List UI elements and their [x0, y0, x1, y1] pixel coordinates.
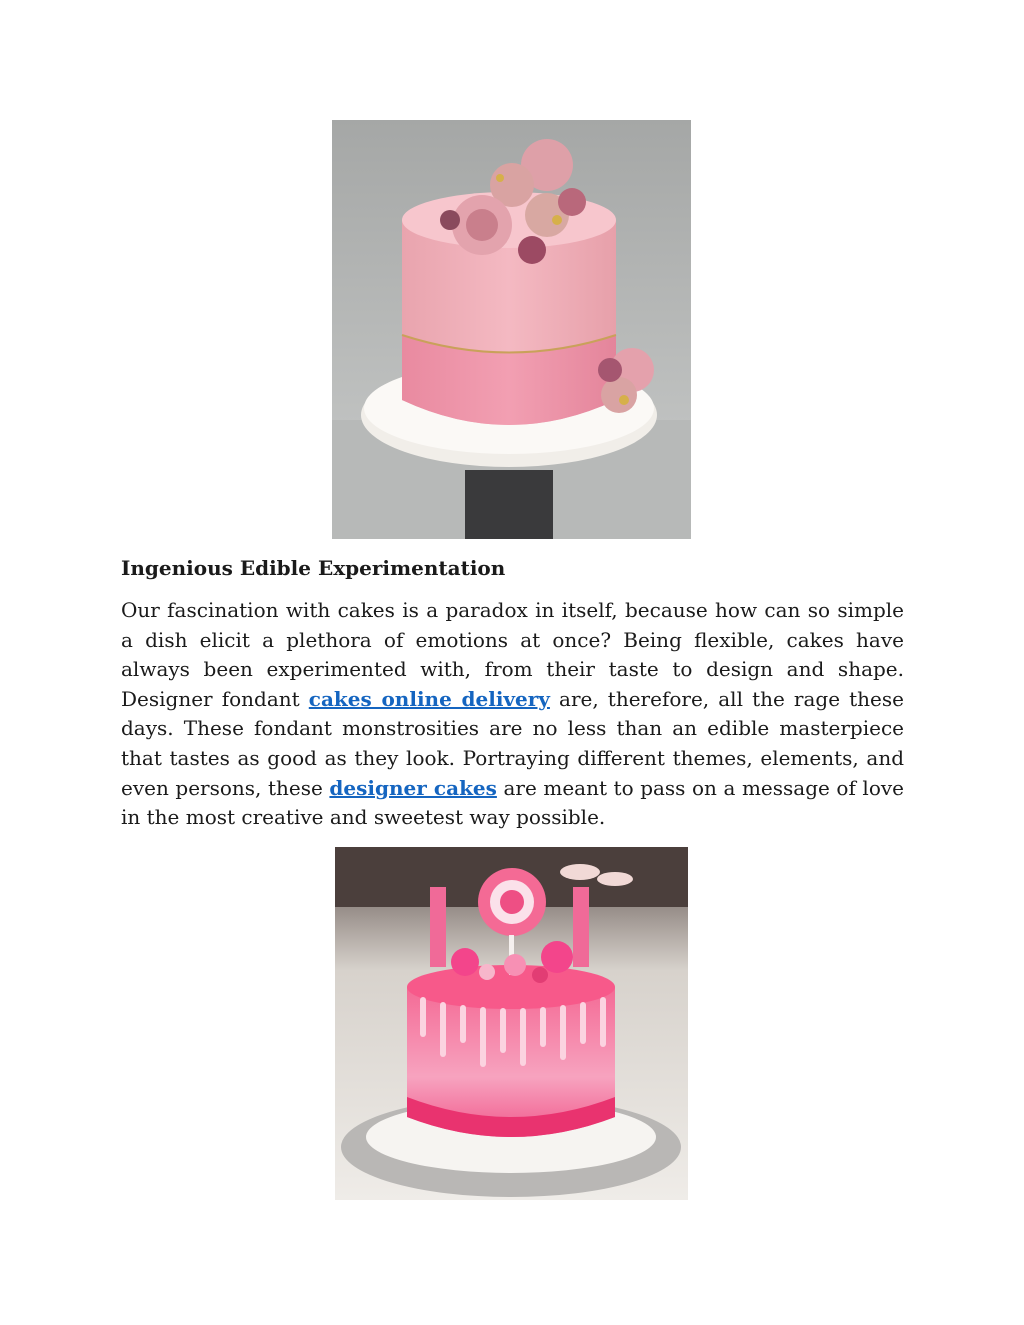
pink-drip-cake-photo [335, 847, 688, 1200]
paragraph-text-1: Our fascination with cakes is a paradox in itself, because how can so simple a dish elicit a plethora of emotions at once? Being flexible, cakes have always been experimented with, from their taste to design and shape. Designer fondant [121, 598, 904, 711]
paragraph-text-2: are, therefore, all the rage these days. These fondant monstrosities are no less than an edible masterpiece that tastes as good as they look. Portraying different themes, elements, and even persons, these [121, 686, 904, 800]
article-heading: Ingenious Edible Experimentation [121, 556, 506, 580]
pink-floral-cake-photo [332, 120, 691, 539]
article-paragraph [121, 596, 904, 833]
cakes-online-delivery-link[interactable]: cakes online delivery [308, 686, 550, 711]
paragraph-text-3: are meant to pass on a message of love in the most creative and sweetest way possible. [121, 775, 904, 830]
designer-cakes-link[interactable]: designer cakes [329, 775, 497, 800]
